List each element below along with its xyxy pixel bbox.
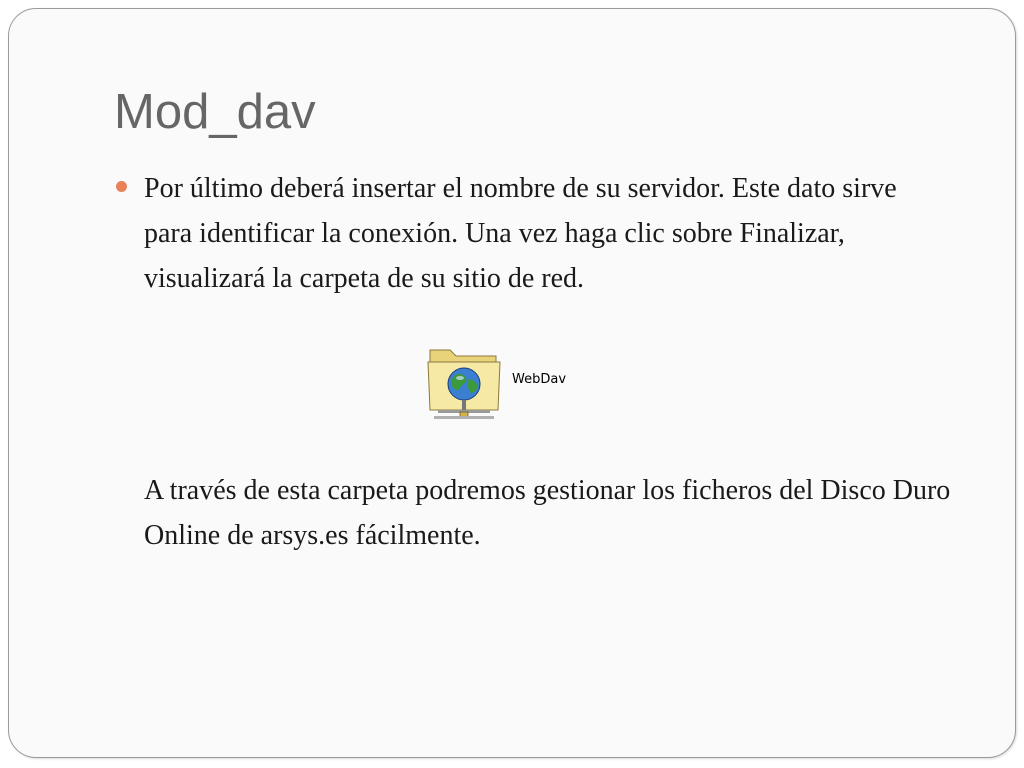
bullet-text: Por último deberá insertar el nombre de su servidor. Este dato sirve para identificar la conexión. Una vez haga clic sobre Finalizar, visualizará la carpeta de su sitio de red. xyxy=(144,173,897,294)
network-folder-icon xyxy=(424,340,508,424)
webdav-folder xyxy=(424,340,584,424)
slide-title: Mod_dav xyxy=(114,85,316,139)
paragraph-text: A través de esta carpeta podremos gestionar los ficheros del Disco Duro Online de arsys.es fácilmente. xyxy=(144,475,951,551)
folder-label: WebDav xyxy=(512,372,567,387)
bullet-dot xyxy=(116,181,127,192)
